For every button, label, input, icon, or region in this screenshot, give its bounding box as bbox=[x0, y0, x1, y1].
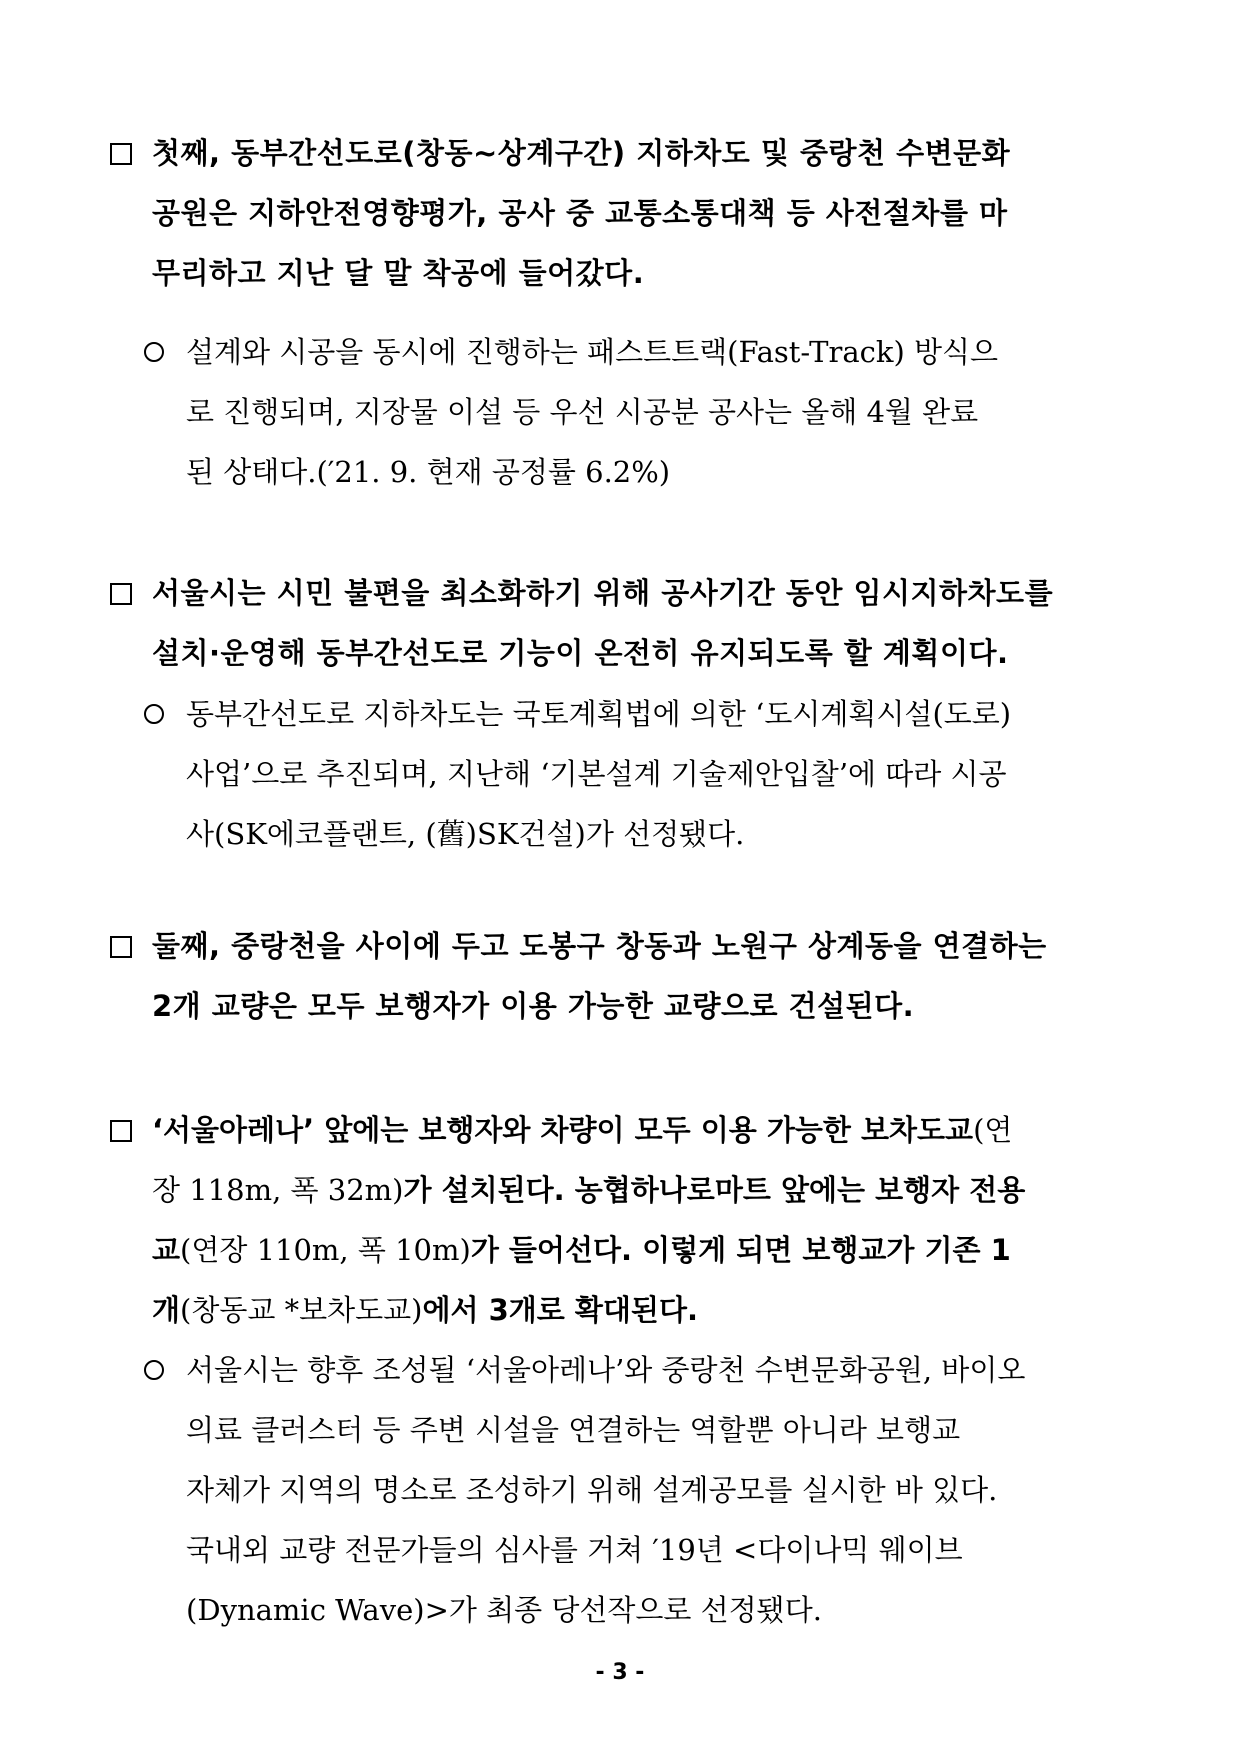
square-bullet-icon bbox=[110, 1120, 132, 1142]
section-7-line-2: 의료 클러스터 등 주변 시설을 연결하는 역할뿐 아니라 보행교 bbox=[186, 1413, 961, 1447]
section-5-line-1: 둘째, 중랑천을 사이에 두고 도봉구 창동과 노원구 상계동을 연결하는 bbox=[152, 929, 1047, 963]
section-6-line-3-bold-a: 교 bbox=[152, 1233, 181, 1267]
section-6-line-1-bold: ‘서울아레나’ 앞에는 보행자와 차량이 모두 이용 가능한 보차도교 bbox=[152, 1113, 974, 1147]
section-6-line-3 bbox=[152, 1230, 1011, 1270]
section-4-line-3: 사(SK에코플랜트, (舊)SK건설)가 선정됐다. bbox=[186, 817, 745, 851]
section-6-line-4-bold-a: 개 bbox=[152, 1293, 181, 1327]
section-7-line-1: 서울시는 향후 조성될 ‘서울아레나’와 중랑천 수변문화공원, 바이오 bbox=[186, 1353, 1026, 1387]
section-2-line-2: 로 진행되며, 지장물 이설 등 우선 시공분 공사는 올해 4월 완료 bbox=[186, 395, 979, 429]
square-bullet-icon bbox=[110, 583, 132, 605]
page-number: - 3 - bbox=[595, 1660, 645, 1685]
section-6-line-2-bold: 가 설치된다. 농협하나로마트 앞에는 보행자 전용 bbox=[403, 1173, 1026, 1207]
section-2-line-3: 된 상태다.(′21. 9. 현재 공정률 6.2%) bbox=[186, 455, 671, 489]
circle-bullet-icon bbox=[144, 704, 164, 724]
section-6-line-3-serif: (연장 110m, 폭 10m) bbox=[180, 1233, 471, 1267]
square-bullet-icon bbox=[110, 143, 132, 165]
section-6-line-4 bbox=[152, 1290, 698, 1330]
section-6-line-2-serif: 장 118m, 폭 32m) bbox=[152, 1173, 404, 1207]
section-1-line-1: 첫째, 동부간선도로(창동~상계구간) 지하차도 및 중랑천 수변문화 bbox=[152, 136, 1011, 170]
section-6-line-4-bold-b: 에서 3개로 확대된다. bbox=[422, 1293, 698, 1327]
section-3-line-2: 설치·운영해 동부간선도로 기능이 온전히 유지되도록 할 계획이다. bbox=[152, 636, 1009, 670]
section-6-line-2 bbox=[152, 1170, 1025, 1210]
section-4-line-2: 사업’으로 추진되며, 지난해 ‘기본설계 기술제안입찰’에 따라 시공 bbox=[186, 757, 1007, 791]
section-1-line-2: 공원은 지하안전영향평가, 공사 중 교통소통대책 등 사전절차를 마 bbox=[152, 196, 1008, 230]
section-4-line-1: 동부간선도로 지하차도는 국토계획법에 의한 ‘도시계획시설(도로) bbox=[186, 697, 1012, 731]
section-6-line-1 bbox=[152, 1110, 1012, 1150]
section-7-line-3: 자체가 지역의 명소로 조성하기 위해 설계공모를 실시한 바 있다. bbox=[186, 1473, 998, 1507]
section-7-line-4: 국내외 교량 전문가들의 심사를 거쳐 ′19년 <다이나믹 웨이브 bbox=[186, 1533, 963, 1567]
section-6-line-1-serif: (연 bbox=[973, 1113, 1013, 1147]
section-7-line-5: (Dynamic Wave)>가 최종 당선작으로 선정됐다. bbox=[186, 1593, 822, 1627]
square-bullet-icon bbox=[110, 936, 132, 958]
section-6-line-4-serif: (창동교 *보차도교) bbox=[180, 1293, 423, 1327]
section-1-line-3: 무리하고 지난 달 말 착공에 들어갔다. bbox=[152, 256, 645, 290]
section-5-line-2: 2개 교량은 모두 보행자가 이용 가능한 교량으로 건설된다. bbox=[152, 989, 915, 1023]
circle-bullet-icon bbox=[144, 342, 164, 362]
circle-bullet-icon bbox=[144, 1360, 164, 1380]
section-3-line-1: 서울시는 시민 불편을 최소화하기 위해 공사기간 동안 임시지하차도를 bbox=[152, 576, 1054, 610]
section-6-line-3-bold-b: 가 들어선다. 이렇게 되면 보행교가 기존 1 bbox=[470, 1233, 1011, 1267]
section-2-line-1: 설계와 시공을 동시에 진행하는 패스트트랙(Fast-Track) 방식으 bbox=[186, 335, 999, 369]
